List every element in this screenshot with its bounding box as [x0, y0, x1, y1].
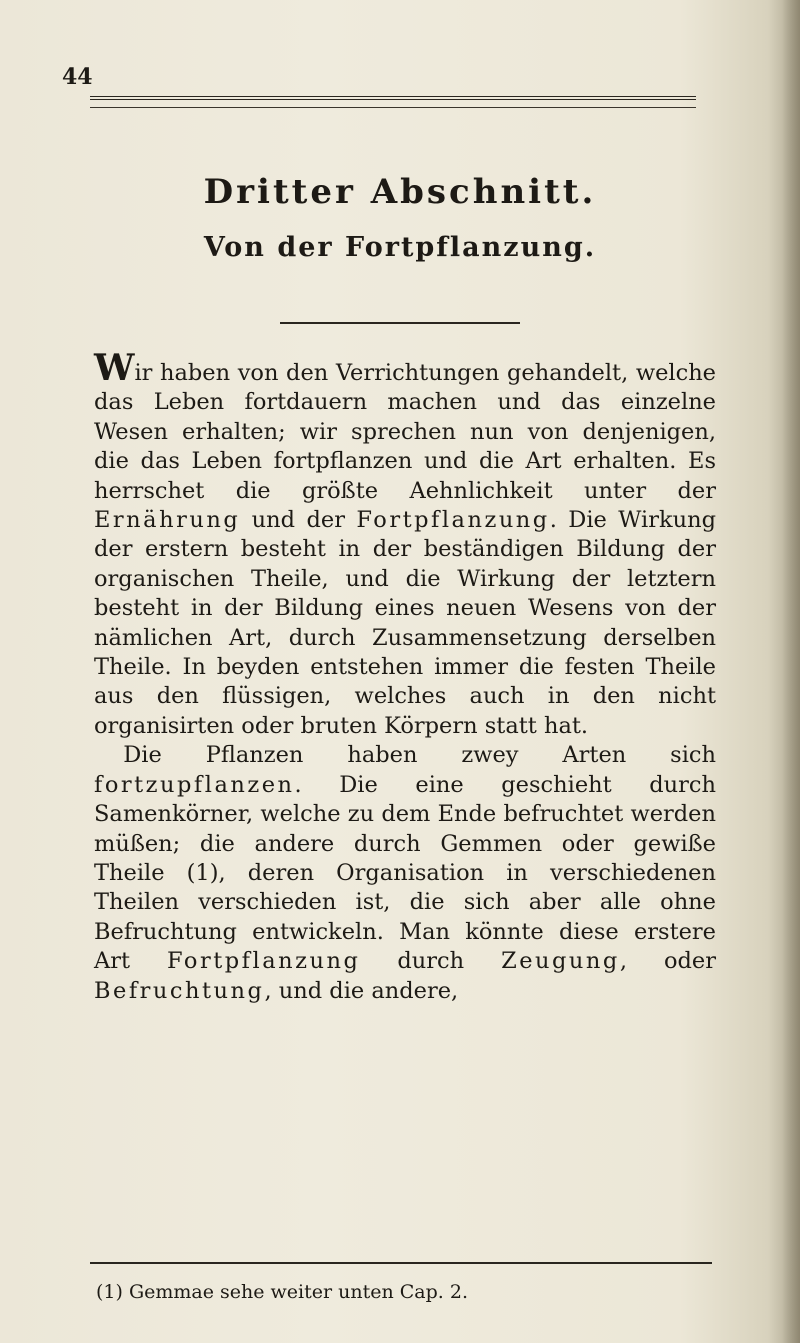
- footnote: (1) Gemmae sehe weiter unten Cap. 2.: [96, 1281, 468, 1303]
- paragraph-2-text-e: , und die andere,: [264, 977, 459, 1004]
- paragraph-1-text-b: und der: [240, 507, 357, 534]
- term-fortzupflanzen: fortzupflanzen: [94, 771, 295, 798]
- paragraph-2-text-b: . Die eine geschieht durch Samenkörner, welche zu dem Ende befruchtet werden müßen; die andere durch Gemmen oder gewiße Theile (1), deren Organisation in verschiedenen Theilen verschieden ist, die sich aber alle ohne Befruchtung entwickeln. Man könnte diese erstere Art: [94, 771, 716, 975]
- paragraph-2: [94, 741, 716, 1006]
- paragraph-1-text-c: . Die Wirkung der erstern besteht in der beständigen Bildung der organischen Theile, und die Wirkung der letztern besteht in der Bildung eines neuen Wesens von der nämlichen Art, durch Zusammensetzung derselben Theile. In beyden entstehen immer die festen Theile aus den flüssigen, welches auch in den nicht organisirten oder bruten Körpern statt hat.: [94, 507, 716, 739]
- paragraph-2-text-d: , oder: [619, 948, 717, 975]
- term-fortpflanzung-2: Fortpflanzung: [167, 948, 361, 975]
- term-befruchtung: Befruchtung: [94, 977, 265, 1004]
- paragraph-1: [94, 347, 716, 741]
- body-text: [94, 347, 717, 1006]
- header-thin-rule: [90, 107, 696, 108]
- section-subheading: Von der Fortpflanzung.: [203, 232, 597, 263]
- footnote-rule: [90, 1262, 712, 1264]
- paragraph-2-text-c: durch: [360, 948, 502, 975]
- term-fortpflanzung: Fortpflanzung: [356, 507, 550, 534]
- paragraph-2-text-a: Die Pflanzen haben zwey Arten sich: [123, 742, 716, 769]
- drop-cap: W: [94, 347, 135, 389]
- term-zeugung: Zeugung: [501, 948, 620, 975]
- page-number: 44: [62, 64, 93, 90]
- heading-separator-rule: [280, 322, 520, 324]
- header-double-rule: [90, 96, 696, 100]
- paragraph-1-text-a: ir haben von den Verrichtungen gehandelt, welche das Leben fortdauern machen und das einzelne Wesen erhalten; wir sprechen nun von denjenigen, die das Leben fortpflanzen und die Art erhalten. Es herrschet die größte Aehnlichkeit unter der: [94, 360, 716, 504]
- term-ernaehrung: Ernährung: [94, 507, 241, 534]
- section-heading: Dritter Abschnitt.: [203, 172, 597, 212]
